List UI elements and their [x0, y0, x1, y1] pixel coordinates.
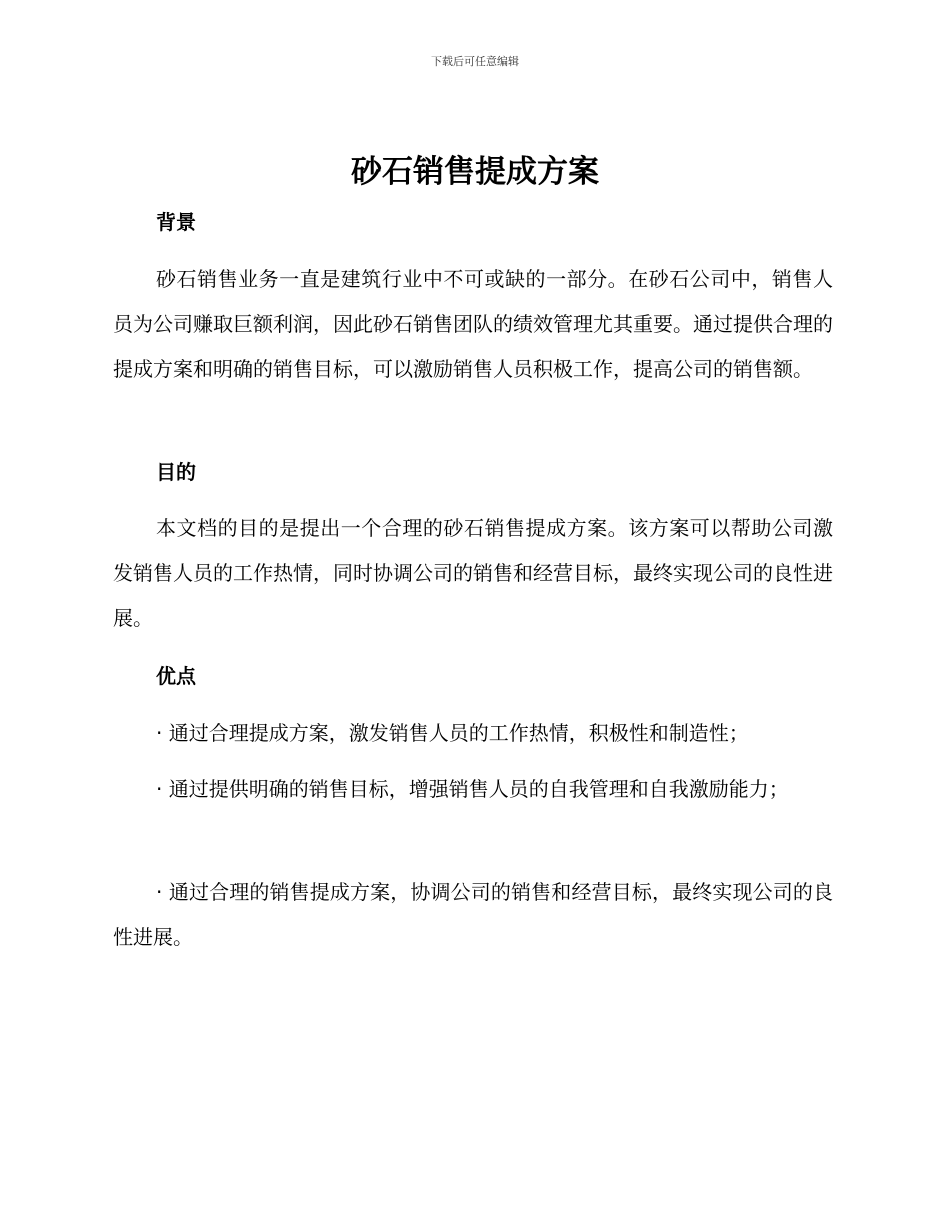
document-title: 砂石销售提成方案 — [351, 154, 599, 190]
list-item-advantage-1: · 通过合理提成方案，激发销售人员的工作热情，积极性和制造性； — [156, 721, 749, 745]
section-heading-advantages: 优点 — [156, 664, 196, 688]
paragraph-purpose: 本文档的目的是提出一个合理的砂石销售提成方案。该方案可以帮助公司激发销售人员的工作热情，同时协调公司的销售和经营目标，最终实现公司的良性进展。 — [113, 516, 833, 630]
header-note: 下载后可任意编辑 — [431, 55, 519, 68]
paragraph-background: 砂石销售业务一直是建筑行业中不可或缺的一部分。在砂石公司中，销售人员为公司赚取巨额利润，因此砂石销售团队的绩效管理尤其重要。通过提供合理的提成方案和明确的销售目标，可以激励销售人员积极工作，提高公司的销售额。 — [113, 267, 833, 381]
section-heading-background: 背景 — [156, 210, 196, 234]
list-item-advantage-2: · 通过提供明确的销售目标，增强销售人员的自我管理和自我激励能力； — [156, 777, 789, 801]
list-item-advantage-3: · 通过合理的销售提成方案，协调公司的销售和经营目标，最终实现公司的良性进展。 — [113, 880, 833, 949]
section-heading-purpose: 目的 — [156, 460, 196, 484]
